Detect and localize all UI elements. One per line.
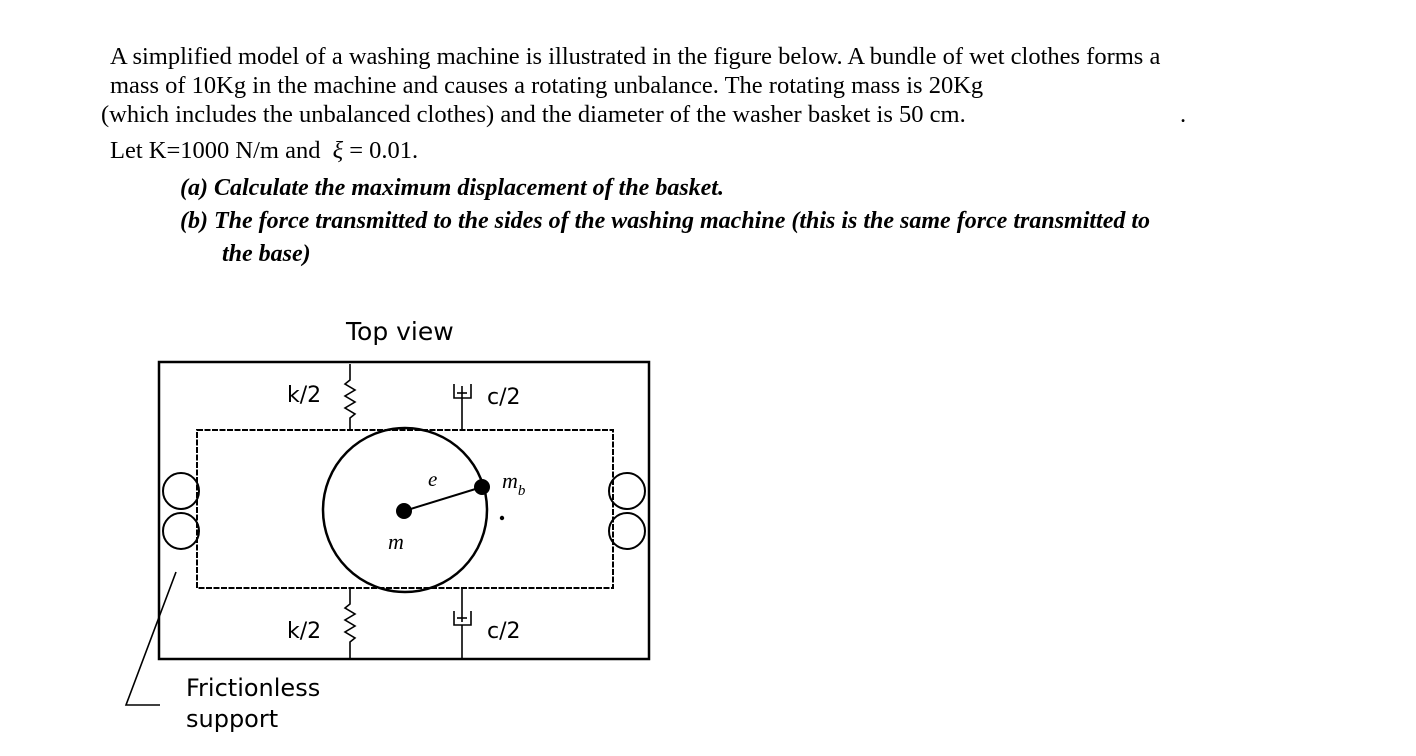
center-mass-dot <box>396 503 412 519</box>
support-leader-line <box>126 572 176 705</box>
spring-bottom-label: k/2 <box>287 619 322 644</box>
small-dot <box>500 516 504 520</box>
problem-line-1: A simplified model of a washing machine is illustrated in the figure below. A bundle of wet clothes forms a <box>110 43 1161 70</box>
question-a: (a) Calculate the maximum displacement of the basket. <box>180 175 724 201</box>
unbalance-mass-dot <box>474 479 490 495</box>
question-b-line-1: (b) The force transmitted to the sides of the washing machine (this is the same force transmitted to <box>180 208 1151 234</box>
eccentricity-arm <box>404 487 482 511</box>
top-spring <box>345 364 355 430</box>
figure-title: Top view <box>346 317 454 346</box>
damping-ratio-symbol: ξ <box>332 137 344 164</box>
support-label-line-2: support <box>186 705 279 733</box>
main-mass-label: m <box>388 529 404 554</box>
support-label-line-1: Frictionless <box>186 674 321 702</box>
right-roller-supports <box>609 473 645 549</box>
damper-top-label: c/2 <box>487 385 521 410</box>
problem-line-3: (which includes the unbalanced clothes) and the diameter of the washer basket is 50 cm. <box>101 101 966 128</box>
left-roller-supports <box>163 473 199 549</box>
bottom-spring <box>345 588 355 659</box>
top-damper <box>454 384 471 430</box>
damper-bottom-label: c/2 <box>487 619 521 644</box>
spring-top-label: k/2 <box>287 383 322 408</box>
problem-line-3-trail: . <box>1180 101 1187 128</box>
problem-line-2: mass of 10Kg in the machine and causes a rotating unbalance. The rotating mass is 20Kg <box>110 72 984 99</box>
eccentricity-label: e <box>428 467 438 491</box>
unbalance-mass-label: $m_b$ <box>502 468 526 499</box>
question-b-line-2: the base) <box>222 241 311 267</box>
bottom-damper <box>454 588 471 659</box>
damping-ratio-value: = 0.01. <box>343 137 419 164</box>
unbalance-mass-subscript: b <box>517 483 526 499</box>
given-values-text: Let K=1000 N/m and <box>110 137 321 164</box>
